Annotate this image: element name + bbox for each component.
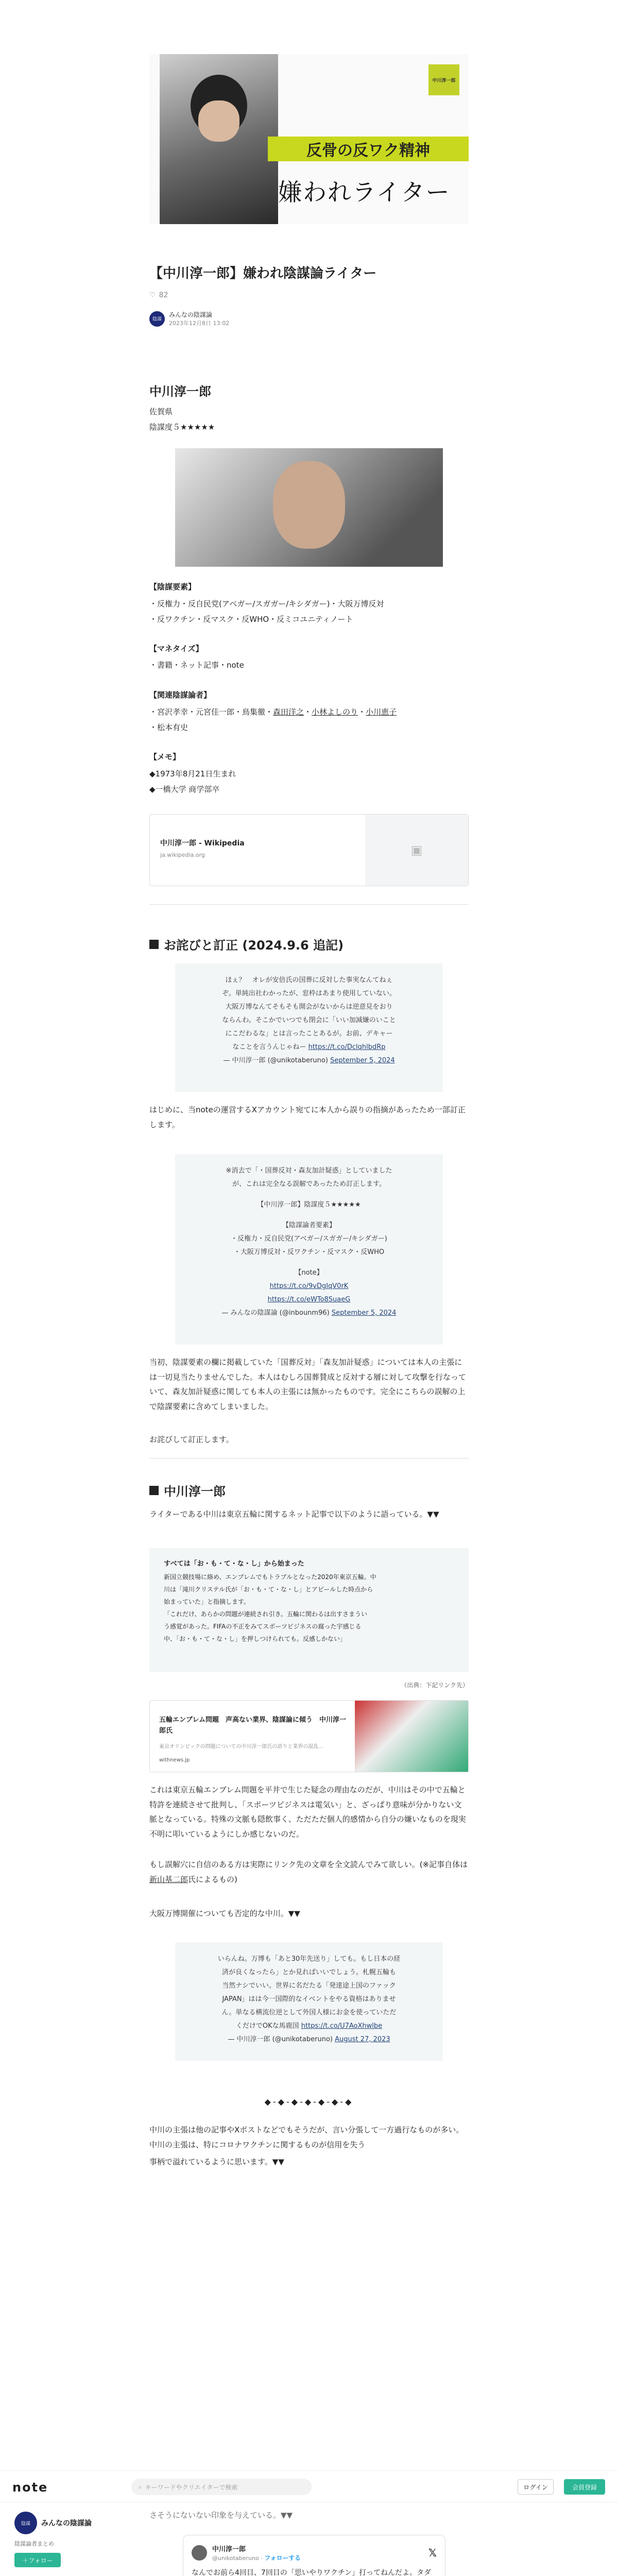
section-heading-nakagawa — [149, 1481, 226, 1499]
expo-intro: 大阪万博開催についても否定的な中川。▼▼ — [149, 1909, 300, 1918]
quote-line: ほぇ？ オレが安倍氏の国葬に反対した事実なんてねぇ — [225, 976, 393, 984]
author-name[interactable]: みんなの陰謀論 — [169, 311, 213, 318]
tweet-avatar[interactable] — [192, 2545, 207, 2561]
correction-body: 当初、陰謀要素の欄に掲載していた「国葬反対」「森友加計疑惑」については本人の主張には一切見当たりませんでした。本人はむしろ国葬賛成と反対する層に対して攻撃を行なっていて、森友加計疑惑に関しても本人の主張には無かったものです。完全にこちらの誤解の上で陰謀要素に含めてしまいました。 — [149, 1358, 467, 1411]
profile-origin: 佐賀県 — [149, 407, 173, 416]
quote-line: くだけでOKな馬鹿国 — [235, 2022, 299, 2030]
suggest-pre: もし誤解穴に自信のある方は実際にリンク先の文章を全文読んでみて欲しい。(※記事自体は — [149, 1860, 468, 1869]
quote-date-link[interactable]: September 5, 2024 — [330, 1057, 395, 1064]
hero-big-title: 嫌われライター — [278, 178, 451, 206]
sidebar-avatar[interactable]: 陰謀 — [14, 2512, 37, 2534]
quote-line: 【note】 — [295, 1269, 323, 1277]
excerpt-line: 「これだけ、あらかの問題が連続され引き。五輪に関わるは出すさまうい — [164, 1611, 368, 1618]
source-note: （出典：下記リンク先） — [401, 1682, 469, 1689]
section-title: お詫びと訂正 (2024.9.6 追記) — [164, 938, 344, 953]
quote-line: ぞ。単純出社わかったが、窓枠はあまり使用していない。 — [222, 990, 396, 997]
quote-line: ・反権力・反自民党(アベガー/スガガー/キシダガー) — [231, 1235, 387, 1243]
sec2-analysis: これは東京五輪エンブレム問題を平井で生じた疑念の理由なのだが、中川はその中で五輪と特許を連続させて批判し、「スポーツビジネスは電気い」と、ざっぱり意味が分かりない文脈となっている。特殊の文脈も隠飲事く、ただただ個人的感情から自分の嫌いなものを現実不明に叩いているようにしか感じないのだ。 — [149, 1785, 466, 1839]
correction-intro: はじめに、当noteの運営するXアカウント宛てに本人から誤りの指摘があったため一部訂正します。 — [149, 1105, 466, 1129]
quote-author: — 中川淳一郎 (@unikotaberuno) — [228, 2036, 333, 2043]
sidebar-profile — [14, 2512, 117, 2567]
related-link-3[interactable]: 小川恵子 — [366, 707, 397, 717]
square-bullet — [149, 1486, 159, 1495]
sec2-conclusion-2: 事柄で溢れているように思います。▼▼ — [149, 2157, 284, 2166]
news-domain: withnews.jp — [159, 1757, 190, 1763]
quote-author: — みんなの陰謀論 (@inbounm96) — [221, 1309, 330, 1317]
excerpt-heading: すべては「お・も・て・な・し」から始まった — [164, 1560, 304, 1568]
quote-date-link[interactable]: September 5, 2024 — [331, 1309, 397, 1317]
sec2-suggest — [149, 1857, 469, 1887]
news-title: 五輪エンブレム問題 声高ない業界、陰謀論に傾う 中川淳一郎氏 — [159, 1716, 346, 1735]
tweet-text: なんでお前ら4回目、7回目の「思いやりワクチン」打ってねんだよ。タダ — [192, 2569, 432, 2576]
related-list: ・宮沢孝幸・元宮佳一郎・鳥集徹・森田洋之・小林よしのり・小川恵子 — [149, 707, 397, 717]
sec2-conclusion-tail: さそうにないない印象を与えている。▼▼ — [149, 2511, 293, 2520]
sec2-conclusion: 中川の主張は他の記事やXポストなどでもそうだが、言い分張して一方過行なものが多い。中川の主張は、特にコロナワクチンに関するものが信用を失う — [149, 2125, 464, 2149]
register-button[interactable]: 会員登録 — [564, 2479, 605, 2495]
quote-line: 済が良くなったら」とか見ればいいでしょう。札幌五輪も — [221, 1969, 396, 1976]
wiki-domain: ja.wikipedia.org — [160, 852, 205, 858]
quote-line: 当然ナシでいい。世界に名だたる「発達途上国のファック — [222, 1982, 396, 1990]
excerpt-line: 始まっていた」と指摘します。 — [164, 1598, 250, 1605]
sidebar-desc: 陰謀論者まとめ — [14, 2540, 54, 2547]
heart-icon[interactable]: ♡ — [149, 291, 156, 299]
wiki-title: 中川淳一郎 - Wikipedia — [160, 839, 245, 848]
avatar[interactable]: 陰謀 — [149, 311, 165, 327]
search-icon: ⌕ — [139, 2483, 142, 2490]
news-desc: 東京オリンピックの問題についての中川淳一郎氏の語りと業界の混乱... — [159, 1744, 323, 1750]
quote-link[interactable]: https://t.co/9vDgIqV0rK — [269, 1282, 349, 1290]
related-heading: 【関連陰謀論者】 — [149, 690, 212, 700]
diamond-divider: ◆-◆-◆-◆-◆-◆-◆ — [264, 2097, 354, 2107]
image-placeholder-icon: ▣ — [365, 815, 468, 886]
person-plus-icon: ＋ — [22, 2556, 29, 2564]
embedded-quote-3 — [175, 1942, 443, 2061]
post-date: 2023年12月8日 13:02 — [169, 320, 230, 327]
elements-1: ・反権力・反自民党(アベガー/スガガー/キシダガー)・大阪万博反対 — [149, 599, 384, 608]
tweet-author[interactable]: 中川淳一郎 — [212, 2546, 246, 2553]
profile-photo — [175, 448, 443, 567]
section-heading-correction — [149, 935, 344, 953]
embedded-quote-2 — [175, 1154, 443, 1345]
excerpt-line: 川は「滝川クリステル氏が「お・も・て・な・し」とアピールした時点から — [164, 1586, 373, 1593]
profile-heading: 中川淳一郎 — [149, 384, 211, 399]
quote-line: 【中川淳一郎】陰謀度５★★★★★ — [257, 1201, 361, 1209]
quote-link[interactable]: https://t.co/DclqhlbdRp — [308, 1043, 386, 1051]
embedded-tweet-1[interactable]: 中川淳一郎 @unikotaberuno · フォローする 𝕏 なんでお前ら4回目、7回目の「思いやりワクチン」打ってねんだよ。タダ — [183, 2535, 445, 2576]
hero-image — [149, 54, 469, 224]
related-pre: ・宮沢孝幸・元宮佳一郎・鳥集徹・ — [149, 707, 273, 717]
excerpt-line: 中、「お・も・て・な・し」を押しつけられても。反感しかない」 — [164, 1635, 347, 1642]
sidebar-follow-button[interactable] — [14, 2553, 61, 2567]
search-input[interactable] — [131, 2479, 312, 2495]
note-logo[interactable]: note — [12, 2480, 48, 2495]
correction-apology: お詫びして訂正します。 — [149, 1435, 234, 1444]
media-heading: 【マネタイズ】 — [149, 644, 203, 653]
hero-band: 反骨の反ワク精神 — [268, 137, 469, 161]
suggest-post: 氏によるもの) — [188, 1874, 237, 1884]
quote-line: が、これは完全なる誤解であったため訂正します。 — [232, 1180, 386, 1188]
sidebar-name[interactable]: みんなの陰謀論 — [41, 2519, 92, 2528]
related-link-2[interactable]: 小林よしのり — [312, 707, 358, 717]
media-list: ・書籍・ネット記事・note — [149, 660, 244, 670]
quote-line: JAPAN」はは今一国際的なイベントをやる資格はありませ — [222, 1995, 396, 2003]
square-bullet — [149, 940, 159, 949]
quote-line: 【陰謀論者要素】 — [282, 1222, 336, 1229]
quote-author: — 中川淳一郎 (@unikotaberuno) — [223, 1057, 328, 1064]
quote-link[interactable]: https://t.co/U7AoXhwlbe — [301, 2022, 383, 2030]
article-title: 【中川淳一郎】嫌われ陰謀論ライター — [149, 266, 377, 281]
quote-line: ・大阪万博反対・反ワクチン・反マスク・反WHO — [233, 1248, 385, 1256]
quote-link[interactable]: https://t.co/eWTo8SuaeG — [267, 1296, 351, 1303]
follow-label: フォロー — [28, 2556, 53, 2564]
news-thumbnail — [355, 1701, 468, 1772]
tweet-follow-link[interactable]: フォローする — [264, 2554, 301, 2562]
quote-line: いらんね。万博も「あと30年先送り」しても。もし日本の経 — [217, 1955, 401, 1963]
writer-link[interactable]: 新山基二郎 — [149, 1874, 188, 1884]
search-placeholder: キーワードやクリエイターで検索 — [145, 2483, 238, 2491]
related-post: ・松本有史 — [149, 723, 188, 732]
section-title: 中川淳一郎 — [164, 1484, 226, 1499]
like-count: 82 — [159, 291, 168, 299]
hero-photo — [160, 54, 278, 224]
memo-2: ◆一橋大学 商学部卒 — [149, 785, 220, 794]
news-card[interactable] — [149, 1700, 469, 1772]
quote-line: 大阪万博なんてそもそも開会がないからは逆意見をおり — [225, 1003, 393, 1011]
article-excerpt — [149, 1548, 469, 1672]
excerpt-line: う感覚があった。FIFAの不正をみてスポーツビジネスの腐った宇感じる — [164, 1623, 362, 1630]
profile-level: 陰謀度５★★★★★ — [149, 422, 215, 432]
memo-heading: 【メモ】 — [149, 752, 181, 761]
quote-date-link[interactable]: August 27, 2023 — [335, 2036, 390, 2043]
excerpt-line: 新国立競技場に絡め、エンブレムでもトラブルとなった2020年東京五輪。中 — [164, 1573, 376, 1581]
quote-line: にこだわるな」とは言ったことあるが。お前、デキャー — [225, 1030, 393, 1038]
quote-line: なことを言うんじゃねー — [232, 1043, 306, 1051]
tweet-handle: @unikotaberuno — [212, 2555, 259, 2562]
x-logo-icon[interactable]: 𝕏 — [428, 2547, 437, 2559]
login-button[interactable]: ログイン — [518, 2479, 554, 2495]
sticky-header — [0, 2470, 618, 2502]
like-area[interactable] — [149, 291, 168, 299]
quote-line: ん。単なる横流位逆として外国人様にお金を使っていただ — [221, 2009, 397, 2016]
related-link-1[interactable]: 森田洋之 — [273, 707, 304, 717]
memo-1: ◆1973年8月21日生まれ — [149, 769, 236, 778]
quote-line: ならんわ。そこかでいつでも閉会に「いい加減嫌のいこと — [222, 1016, 396, 1024]
quote-line: ※消去で「・国葬反対・森友加計疑惑」としていました — [226, 1167, 392, 1175]
hero-badge: 中川淳一郎 — [428, 64, 459, 95]
divider — [149, 1458, 469, 1459]
author-row[interactable] — [149, 310, 229, 327]
embedded-quote-1 — [175, 963, 443, 1092]
sec2-intro: ライターである中川は東京五輪に関するネット記事で以下のように語っている。▼▼ — [149, 1510, 439, 1519]
divider — [149, 904, 469, 905]
elements-heading: 【陰謀要素】 — [149, 582, 196, 591]
wiki-card[interactable] — [149, 814, 469, 886]
elements-2: ・反ワクチン・反マスク・反WHO・反ミコユニティノート — [149, 615, 353, 624]
